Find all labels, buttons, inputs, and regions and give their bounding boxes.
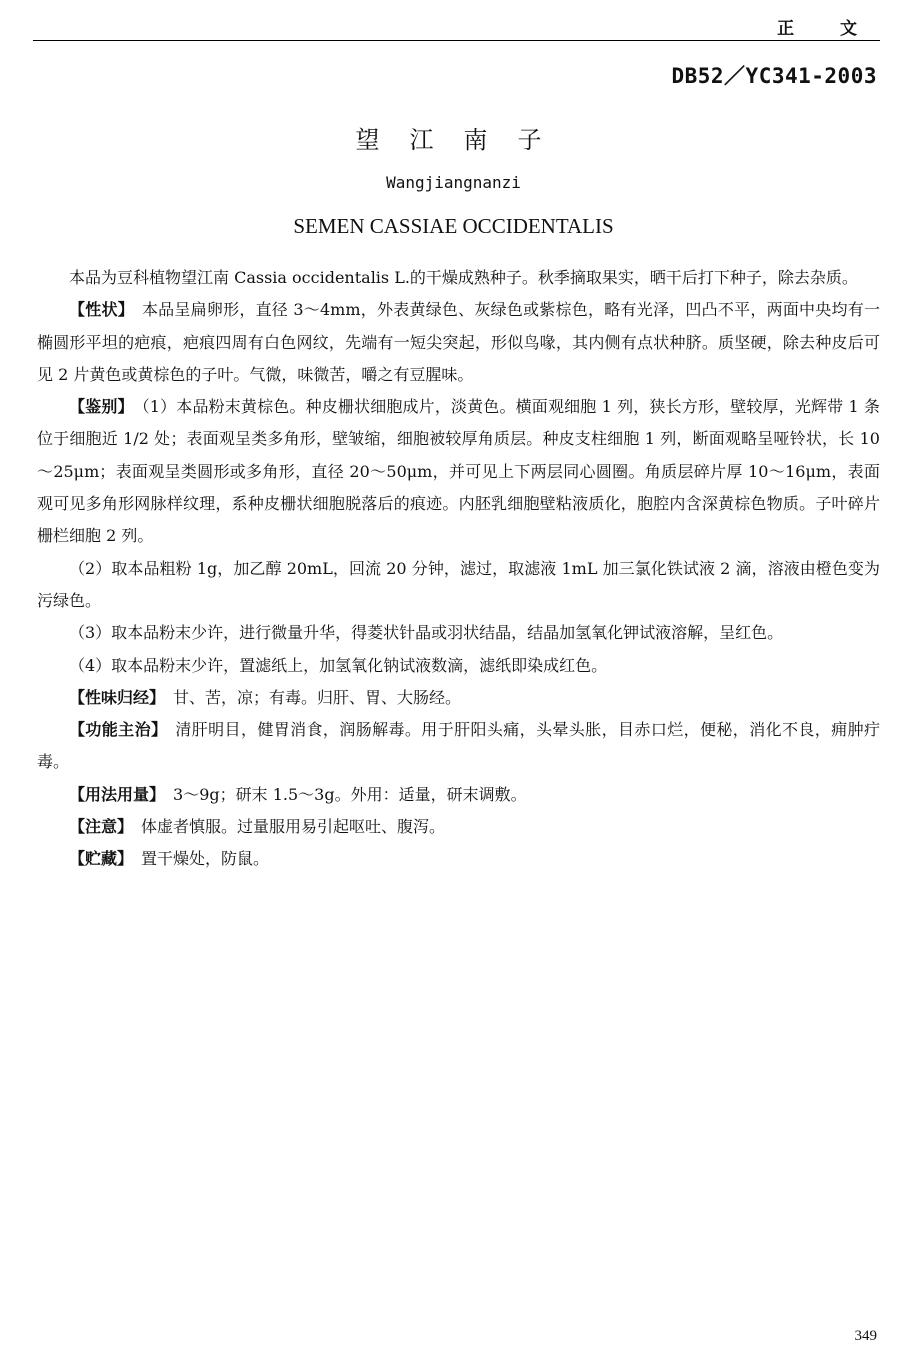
header-divider — [33, 40, 880, 41]
identification-label: 【鉴别】 — [69, 397, 134, 417]
identification-paragraph-3: （3）取本品粉末少许，进行微量升华，得菱状针晶或羽状结晶，结晶加氢氧化钾试液溶解，呈红色。 — [69, 623, 784, 643]
usage-paragraph — [37, 779, 880, 811]
section-title: 正 文 — [777, 19, 877, 39]
intro-paragraph: 本品为豆科植物望江南 Cassia occidentalis L.的干燥成熟种子。秋季摘取果实，晒干后打下种子，除去杂质。 — [69, 268, 858, 287]
caution-paragraph — [37, 811, 880, 843]
monograph-title-pinyin: Wangjiangnanzi — [386, 173, 521, 192]
usage-label: 【用法用量】 — [69, 784, 166, 804]
caution-label: 【注意】 — [69, 817, 134, 837]
standard-code: DB52／YC341-2003 — [671, 64, 877, 88]
character-text: 本品呈扁卵形，直径 3～4mm，外表黄绿色、灰绿色或紫棕色，略有光泽，凹凸不平，两面中央均有一椭圆形平坦的疤痕，疤痕四周有白色网纹，先端有一短尖突起，形似鸟喙，其内侧有点状种脐。质坚硬，除去种皮后可见 2 片黄色或黄棕色的子叶。气微，味微苦，嚼之有豆腥味。 — [37, 300, 880, 384]
function-paragraph — [37, 714, 880, 779]
character-paragraph — [37, 294, 880, 391]
identification-text-1: （1）本品粉末黄棕色。种皮栅状细胞成片，淡黄色。横面观细胞 1 列，狭长方形，壁较厚，光辉带 1 条位于细胞近 1/2 处；表面观呈类多角形，壁皱缩，细胞被较厚角质层。种皮支柱细胞 1 列，断面观略呈哑铃状，长 10～25μm；表面观呈类圆形或多角形，直径 20～50μm，并可见上下两层同心圆圈。角质层碎片厚 10～16μm，表面观可见多角形网脉样纹理，系种皮栅状细胞脱落后的痕迹。内胚乳细胞壁粘液质化，胞腔内含深黄棕色物质。子叶碎片栅栏细胞 2 列。 — [37, 397, 880, 546]
usage-text: 3～9g；研末 1.5～3g。外用：适量，研末调敷。 — [173, 784, 527, 804]
character-label: 【性状】 — [69, 300, 134, 320]
identification-paragraph-1 — [37, 391, 880, 552]
storage-label: 【贮藏】 — [69, 849, 134, 869]
monograph-title-latin: SEMEN CASSIAE OCCIDENTALIS — [293, 214, 614, 238]
function-label: 【功能主治】 — [69, 720, 168, 740]
identification-paragraph-2: （2）取本品粗粉 1g，加乙醇 20mL，回流 20 分钟，滤过，取滤液 1mL 加三氯化铁试液 2 滴，溶液由橙色变为污绿色。 — [37, 558, 880, 610]
nature-label: 【性味归经】 — [69, 687, 166, 707]
monograph-body — [37, 262, 880, 876]
storage-paragraph — [37, 843, 880, 875]
caution-text: 体虚者慎服。过量服用易引起呕吐、腹泻。 — [141, 817, 446, 837]
nature-text: 甘、苦，凉；有毒。归肝、胃、大肠经。 — [173, 687, 462, 707]
identification-paragraph-4: （4）取本品粉末少许，置滤纸上，加氢氧化钠试液数滴，滤纸即染成红色。 — [69, 655, 608, 675]
page-number: 349 — [854, 1328, 877, 1344]
storage-text: 置干燥处，防鼠。 — [141, 849, 270, 869]
nature-paragraph — [37, 682, 880, 714]
function-text: 清肝明目，健胃消食，润肠解毒。用于肝阳头痛，头晕头胀，目赤口烂，便秘，消化不良，痈肿疔毒。 — [37, 720, 880, 772]
monograph-title-chinese: 望江南子 — [355, 126, 572, 154]
